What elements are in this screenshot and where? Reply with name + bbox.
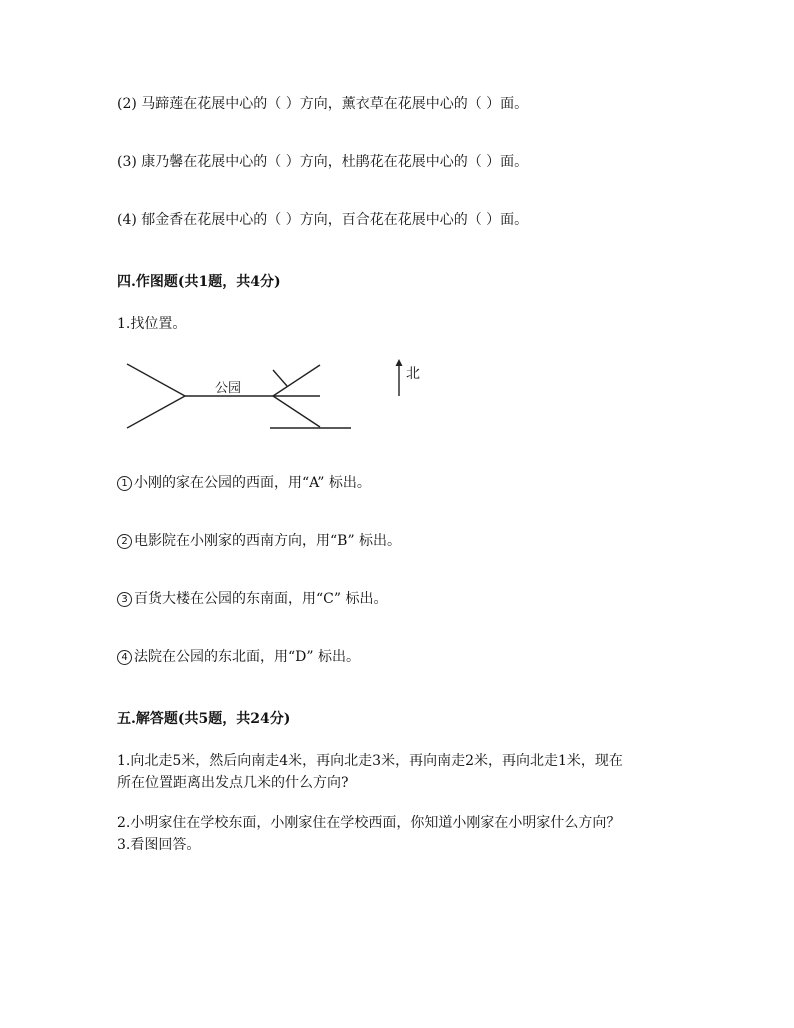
east-road-branch: [273, 370, 287, 386]
subitem-2-text: 电影院在小刚家的西南方向，用“B” 标出。: [134, 533, 402, 549]
section-5-question-1-line-1: 1.向北走5米，然后向南走4米，再向北走3米，再向南走2米，再向北走1米，现在: [117, 753, 623, 769]
subitem-4-text: 法院在公园的东北面，用“D” 标出。: [134, 649, 360, 665]
circled-number-1: 1: [117, 476, 132, 491]
section-4-title: 四.作图题(共1题，共4分): [117, 274, 281, 290]
east-road-lower: [273, 396, 320, 427]
question-2-text: (2) 马蹄莲在花展中心的（ ）方向，薰衣草在花展中心的（ ）面。: [117, 96, 529, 112]
section-5-question-1-line-2: 所在位置距离出发点几米的什么方向?: [117, 775, 349, 791]
section-5-question-3: 3.看图回答。: [117, 837, 201, 853]
park-map-diagram: [115, 348, 435, 438]
question-3-text: (3) 康乃馨在花展中心的（ ）方向，杜鹃花在花展中心的（ ）面。: [117, 154, 529, 170]
circled-number-3: 3: [117, 592, 132, 607]
section-5-question-2: 2.小明家住在学校东面，小刚家住在学校西面，你知道小刚家在小明家什么方向？: [117, 815, 621, 831]
subitem-3-text: 百货大楼在公园的东南面，用“C” 标出。: [134, 591, 388, 607]
subitem-1: [117, 473, 371, 493]
section-5-title: 五.解答题(共5题，共24分): [117, 711, 291, 727]
subitem-4: [117, 647, 360, 667]
section-4-question-1: 1.找位置。: [117, 316, 187, 332]
circled-number-2: 2: [117, 534, 132, 549]
subitem-2: [117, 531, 401, 551]
west-road-lower: [127, 396, 185, 428]
west-road-upper: [127, 364, 185, 396]
north-arrow-icon: [396, 359, 403, 366]
subitem-3: [117, 589, 387, 609]
north-label: 北: [406, 366, 420, 382]
park-label: 公园: [215, 381, 242, 396]
subitem-1-text: 小刚的家在公园的西面，用“A” 标出。: [134, 475, 371, 491]
circled-number-4: 4: [117, 650, 132, 665]
question-4-text: (4) 郁金香在花展中心的（ ）方向，百合花在花展中心的（ ）面。: [117, 212, 529, 228]
east-road-upper: [273, 365, 320, 396]
